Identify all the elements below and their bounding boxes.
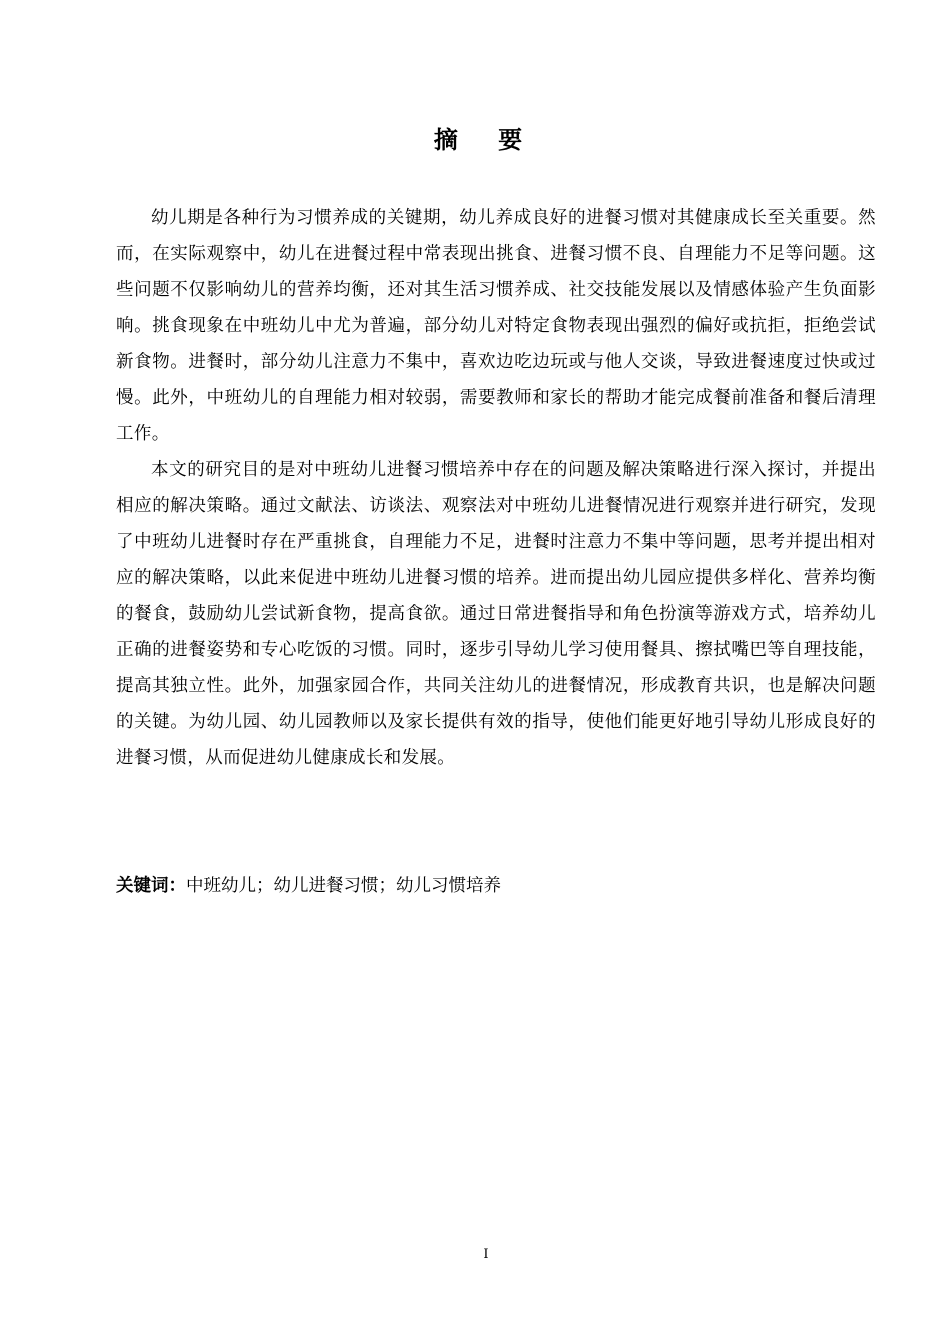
keywords-label: 关键词： <box>116 876 186 896</box>
keywords-line <box>116 868 876 904</box>
abstract-paragraph-2: 本文的研究目的是对中班幼儿进餐习惯培养中存在的问题及解决策略进行深入探讨，并提出相应的解决策略。通过文献法、访谈法、观察法对中班幼儿进餐情况进行观察并进行研究，发现了中班幼儿进餐时存在严重挑食，自理能力不足，进餐时注意力不集中等问题，思考并提出相对应的解决策略，以此来促进中班幼儿进餐习惯的培养。进而提出幼儿园应提供多样化、营养均衡的餐食，鼓励幼儿尝试新食物，提高食欲。通过日常进餐指导和角色扮演等游戏方式，培养幼儿正确的进餐姿势和专心吃饭的习惯。同时，逐步引导幼儿学习使用餐具、擦拭嘴巴等自理技能，提高其独立性。此外，加强家园合作，共同关注幼儿的进餐情况，形成教育共识，也是解决问题的关键。为幼儿园、幼儿园教师以及家长提供有效的指导，使他们能更好地引导幼儿形成良好的进餐习惯，从而促进幼儿健康成长和发展。 <box>116 460 876 768</box>
keywords-text: 中班幼儿；幼儿进餐习惯；幼儿习惯培养 <box>186 876 501 896</box>
abstract-title: 摘 要 <box>433 126 539 154</box>
page-number: I <box>483 1247 489 1262</box>
abstract-body <box>116 200 876 776</box>
abstract-paragraph-1: 幼儿期是各种行为习惯养成的关键期，幼儿养成良好的进餐习惯对其健康成长至关重要。然而，在实际观察中，幼儿在进餐过程中常表现出挑食、进餐习惯不良、自理能力不足等问题。这些问题不仅影响幼儿的营养均衡，还对其生活习惯养成、社交技能发展以及情感体验产生负面影响。挑食现象在中班幼儿中尤为普遍，部分幼儿对特定食物表现出强烈的偏好或抗拒，拒绝尝试新食物。进餐时，部分幼儿注意力不集中，喜欢边吃边玩或与他人交谈，导致进餐速度过快或过慢。此外，中班幼儿的自理能力相对较弱，需要教师和家长的帮助才能完成餐前准备和餐后清理工作。 <box>116 208 876 444</box>
